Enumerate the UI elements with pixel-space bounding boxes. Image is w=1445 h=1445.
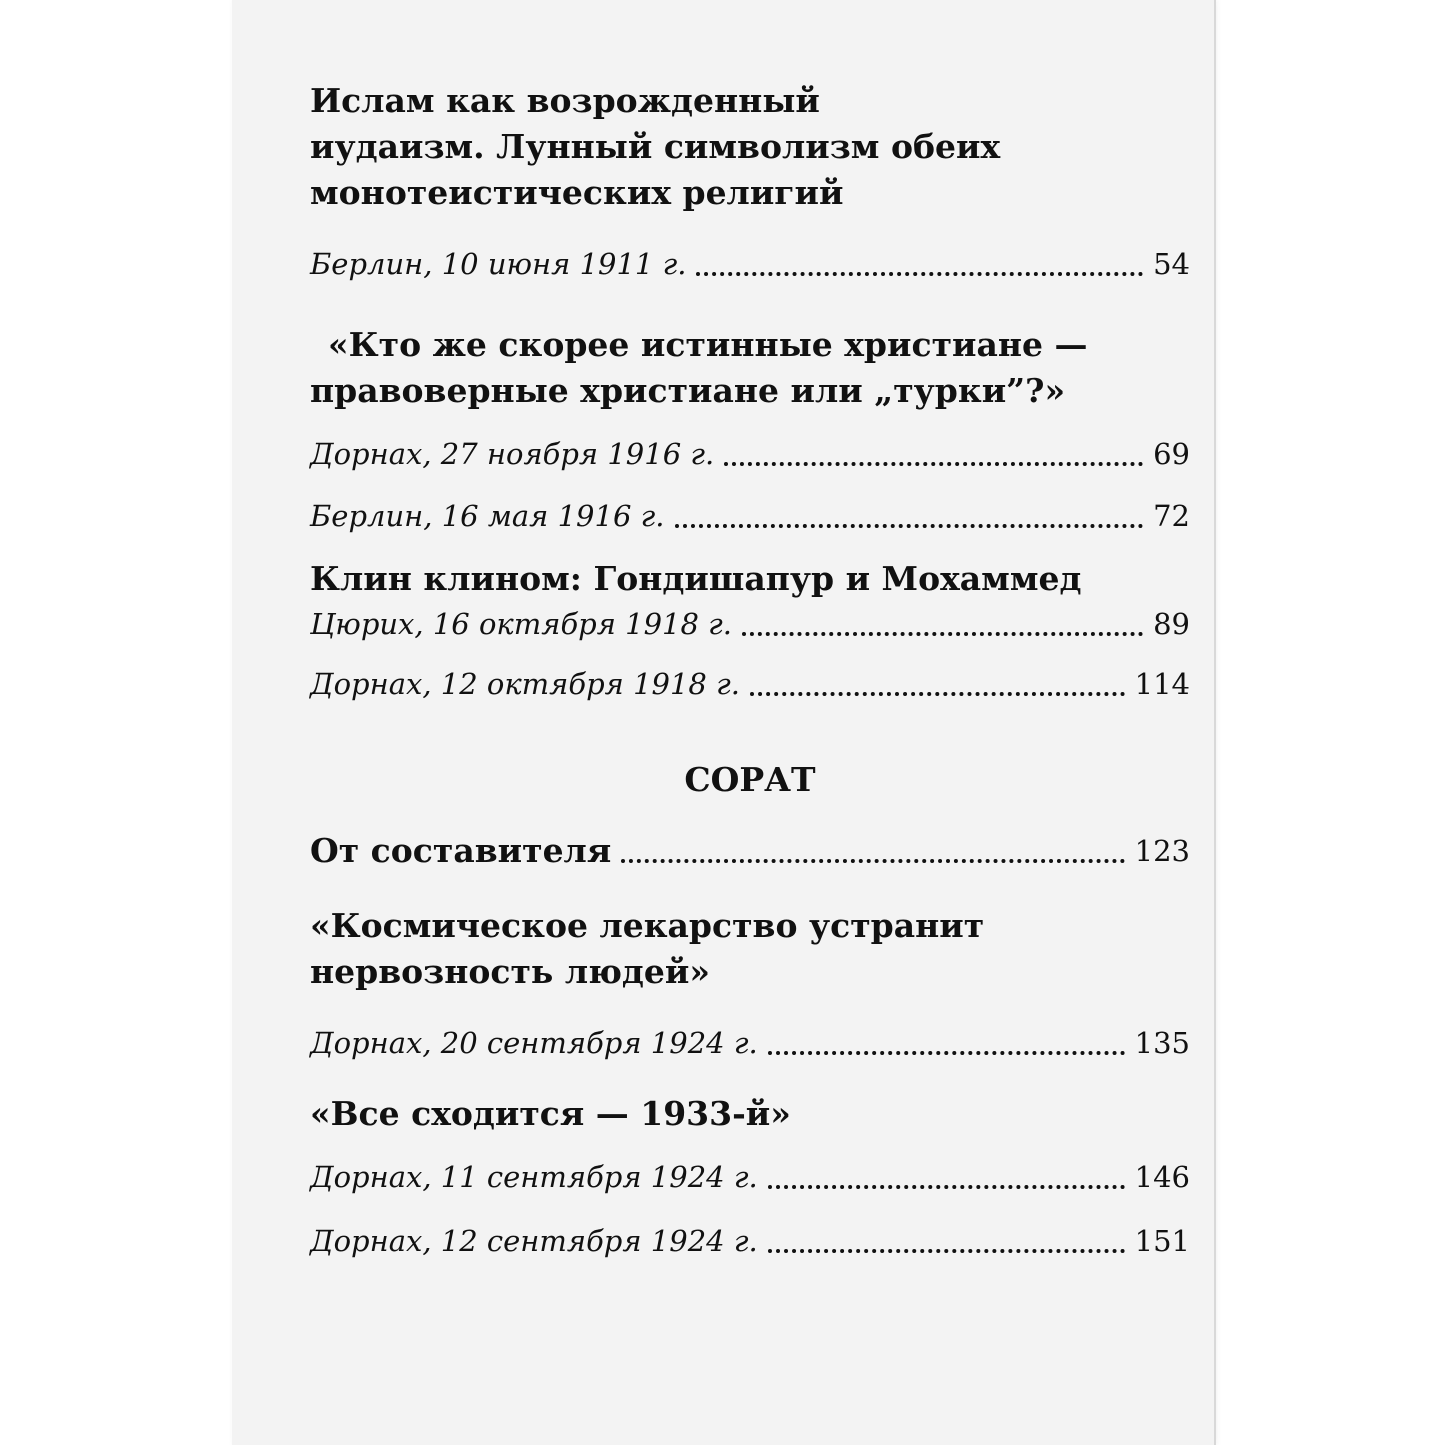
dot-leader bbox=[768, 1241, 1125, 1253]
entry-label: Дорнах, 12 сентября 1924 г. bbox=[310, 1224, 758, 1258]
section-title-line: «Все сходится — 1933-й» bbox=[310, 1094, 791, 1133]
toc-entry[interactable] bbox=[310, 1025, 1190, 1061]
toc-entry[interactable] bbox=[310, 1159, 1190, 1195]
table-of-contents bbox=[310, 78, 1190, 1259]
page-edge bbox=[1214, 0, 1216, 1445]
entry-label: Берлин, 16 мая 1916 г. bbox=[310, 499, 665, 533]
entry-page-number: 54 bbox=[1153, 247, 1190, 281]
toc-section bbox=[310, 322, 1190, 534]
toc-entry[interactable] bbox=[310, 666, 1190, 702]
section-title-line: «Космическое лекарство устранит bbox=[310, 906, 985, 945]
dot-leader bbox=[724, 454, 1143, 466]
toc-entry[interactable] bbox=[310, 606, 1190, 642]
entry-page-number: 135 bbox=[1134, 1026, 1190, 1060]
dot-leader bbox=[742, 624, 1143, 636]
toc-section bbox=[310, 1091, 1190, 1259]
entry-page-number: 123 bbox=[1134, 834, 1190, 868]
section-title-line: Ислам как возрожденный bbox=[310, 81, 820, 120]
entry-label: Дорнах, 20 сентября 1924 г. bbox=[310, 1026, 758, 1060]
dot-leader bbox=[750, 684, 1125, 696]
dot-leader bbox=[768, 1043, 1125, 1055]
toc-entry[interactable] bbox=[310, 498, 1190, 534]
entry-label: Цюрих, 16 октября 1918 г. bbox=[310, 607, 733, 641]
section-title-line: правоверные христиане или „турки”?» bbox=[310, 371, 1066, 410]
entry-label: Берлин, 10 июня 1911 г. bbox=[310, 247, 687, 281]
dot-leader bbox=[675, 516, 1144, 528]
entry-label: Дорнах, 11 сентября 1924 г. bbox=[310, 1160, 758, 1194]
entry-label: От составителя bbox=[310, 831, 612, 870]
entry-page-number: 151 bbox=[1134, 1224, 1190, 1258]
toc-entry[interactable] bbox=[310, 833, 1190, 869]
toc-section bbox=[310, 903, 1190, 1061]
section-title-line: иудаизм. Лунный символизм обеих bbox=[310, 127, 1001, 166]
toc-entry[interactable] bbox=[310, 436, 1190, 472]
toc-section bbox=[310, 78, 1190, 282]
dot-leader bbox=[696, 264, 1143, 276]
part-heading: СОРАТ bbox=[684, 760, 816, 799]
toc-entry[interactable] bbox=[310, 246, 1190, 282]
entry-label: Дорнах, 27 ноября 1916 г. bbox=[310, 437, 715, 471]
section-title-line: монотеистических религий bbox=[310, 173, 844, 212]
entry-page-number: 114 bbox=[1134, 667, 1190, 701]
section-title-line: Клин клином: Гондишапур и Мохаммед bbox=[310, 559, 1082, 598]
entry-page-number: 89 bbox=[1153, 607, 1190, 641]
toc-section bbox=[310, 556, 1190, 702]
entry-page-number: 146 bbox=[1134, 1160, 1190, 1194]
dot-leader bbox=[768, 1177, 1125, 1189]
entry-page-number: 69 bbox=[1153, 437, 1190, 471]
entry-label: Дорнах, 12 октября 1918 г. bbox=[310, 667, 740, 701]
section-title-line: «Кто же скорее истинные христиане — bbox=[328, 325, 1088, 364]
toc-entry[interactable] bbox=[310, 1223, 1190, 1259]
entry-page-number: 72 bbox=[1153, 499, 1190, 533]
dot-leader bbox=[621, 851, 1124, 863]
section-title-line: нервозность людей» bbox=[310, 952, 711, 991]
